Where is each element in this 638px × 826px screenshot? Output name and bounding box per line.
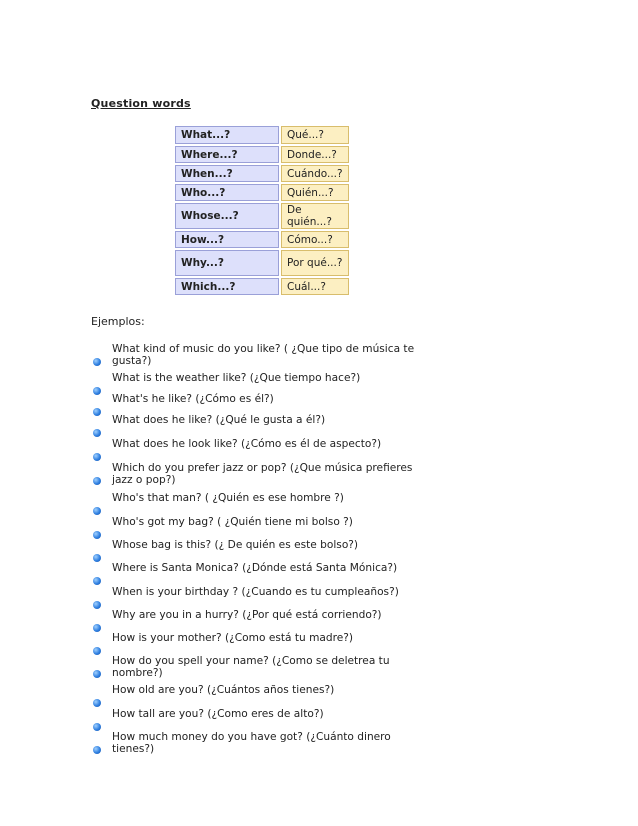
blue-bullet-icon	[93, 507, 101, 515]
examples-heading: Ejemplos:	[91, 315, 145, 328]
list-item	[93, 393, 432, 405]
example-sentence: Who's got my bag? ( ¿Quién tiene mi bolso ?)	[112, 516, 353, 528]
example-sentence: How do you spell your name? (¿Como se deletrea tu nombre?)	[112, 655, 390, 679]
blue-bullet-icon	[93, 699, 101, 707]
spanish-question-word: Cuándo...?	[281, 165, 349, 182]
question-words-table	[173, 124, 351, 297]
list-item	[93, 539, 432, 551]
english-question-word: Who...?	[175, 184, 279, 201]
english-question-word: When...?	[175, 165, 279, 182]
list-item	[93, 562, 432, 574]
table-row	[175, 250, 349, 276]
blue-bullet-icon	[93, 723, 101, 731]
list-item	[93, 731, 432, 755]
example-sentence: Whose bag is this? (¿ De quién es este bolso?)	[112, 539, 359, 551]
blue-bullet-icon	[93, 624, 101, 632]
example-sentence: What is the weather like? (¿Que tiempo hace?)	[112, 372, 361, 384]
spanish-question-word: Cuál...?	[281, 278, 349, 295]
list-item	[93, 516, 432, 528]
example-sentence: What does he like? (¿Qué le gusta a él?)	[112, 414, 326, 426]
table-row	[175, 203, 349, 229]
spanish-question-word: Quién...?	[281, 184, 349, 201]
table-row	[175, 184, 349, 201]
english-question-word: Which...?	[175, 278, 279, 295]
blue-bullet-icon	[93, 647, 101, 655]
list-item	[93, 708, 432, 720]
english-question-word: What...?	[175, 126, 279, 144]
english-question-word: How...?	[175, 231, 279, 248]
english-question-word: Why...?	[175, 250, 279, 276]
spanish-question-word: Por qué...?	[281, 250, 349, 276]
blue-bullet-icon	[93, 358, 101, 366]
list-item	[93, 414, 432, 426]
english-question-word: Where...?	[175, 146, 279, 163]
blue-bullet-icon	[93, 429, 101, 437]
table-row	[175, 278, 349, 295]
blue-bullet-icon	[93, 670, 101, 678]
spanish-question-word: De quién...?	[281, 203, 349, 229]
blue-bullet-icon	[93, 453, 101, 461]
english-question-word: Whose...?	[175, 203, 279, 229]
blue-bullet-icon	[93, 554, 101, 562]
example-sentence: Which do you prefer jazz or pop? (¿Que música prefieres jazz o pop?)	[112, 462, 413, 486]
page-title: Question words	[91, 97, 191, 110]
example-sentence: What kind of music do you like? ( ¿Que tipo de música te gusta?)	[112, 343, 415, 367]
list-item	[93, 343, 432, 367]
blue-bullet-icon	[93, 577, 101, 585]
list-item	[93, 462, 432, 486]
blue-bullet-icon	[93, 477, 101, 485]
list-item	[93, 655, 432, 679]
table-row	[175, 165, 349, 182]
example-sentence: Who's that man? ( ¿Quién es ese hombre ?)	[112, 492, 344, 504]
example-sentence: Where is Santa Monica? (¿Dónde está Santa Mónica?)	[112, 562, 398, 574]
example-sentence: When is your birthday ? (¿Cuando es tu cumpleaños?)	[112, 586, 399, 598]
blue-bullet-icon	[93, 746, 101, 754]
example-sentence: How tall are you? (¿Como eres de alto?)	[112, 708, 324, 720]
table-row	[175, 146, 349, 163]
list-item	[93, 632, 432, 644]
spanish-question-word: Cómo...?	[281, 231, 349, 248]
blue-bullet-icon	[93, 531, 101, 539]
example-sentence: What does he look like? (¿Cómo es él de aspecto?)	[112, 438, 382, 450]
table-row	[175, 231, 349, 248]
example-sentence: What's he like? (¿Cómo es él?)	[112, 393, 274, 405]
blue-bullet-icon	[93, 601, 101, 609]
list-item	[93, 609, 432, 621]
table-row	[175, 126, 349, 144]
list-item	[93, 372, 432, 384]
list-item	[93, 492, 432, 504]
example-sentence: How much money do you have got? (¿Cuánto dinero tienes?)	[112, 731, 391, 755]
spanish-question-word: Qué...?	[281, 126, 349, 144]
list-item	[93, 684, 432, 696]
spanish-question-word: Donde...?	[281, 146, 349, 163]
example-sentence: How is your mother? (¿Como está tu madre?)	[112, 632, 354, 644]
example-sentence: How old are you? (¿Cuántos años tienes?)	[112, 684, 335, 696]
list-item	[93, 586, 432, 598]
example-sentence: Why are you in a hurry? (¿Por qué está corriendo?)	[112, 609, 382, 621]
list-item	[93, 438, 432, 450]
